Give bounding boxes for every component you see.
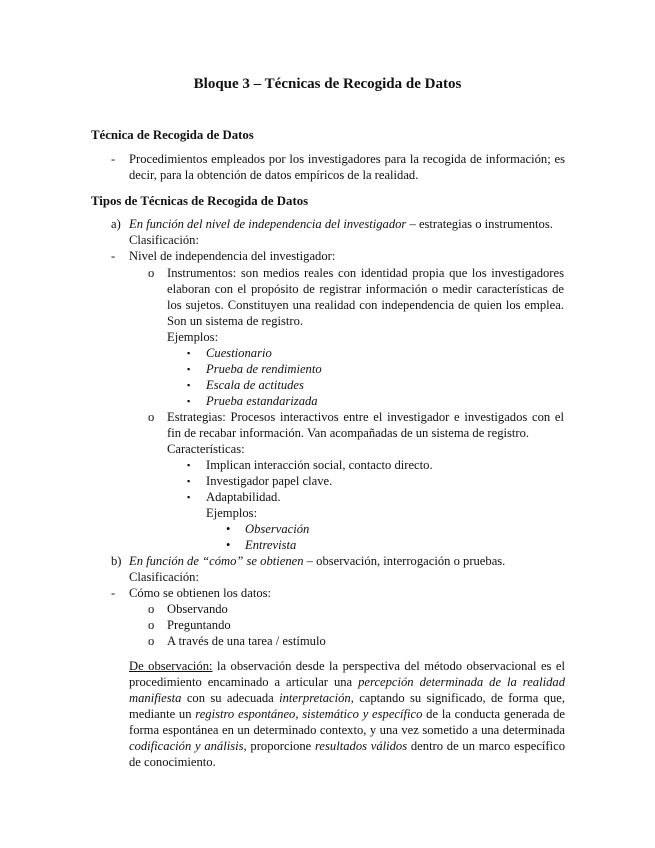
feature-item: Adaptabilidad.: [206, 490, 281, 504]
paragraph-italic: interpretación: [279, 691, 351, 705]
item-a-rest: – estrategias o instrumentos.: [406, 217, 553, 231]
paragraph-italic: codificación y análisis: [129, 739, 244, 753]
item-b-heading: [129, 553, 505, 569]
page-title: Bloque 3 – Técnicas de Recogida de Datos: [193, 76, 462, 92]
square-bullet: ▪: [187, 476, 191, 486]
method-item: Observando: [167, 602, 228, 616]
square-bullet: ▪: [187, 396, 191, 406]
paragraph-italic: registro espontáneo, sistemático y específico: [195, 707, 423, 721]
example-item: Entrevista: [245, 538, 297, 552]
square-bullet: ▪: [187, 380, 191, 390]
ejemplos-label: Ejemplos:: [206, 506, 258, 520]
section-heading-tecnica: Técnica de Recogida de Datos: [91, 128, 254, 142]
dot-bullet: •: [226, 538, 231, 552]
circle-bullet: o: [148, 410, 155, 424]
estrategias-text: Estrategias: Procesos interactivos entre el investigador e investigados con el fin de recabar información. Van acompañadas de un sistema de registro.: [167, 410, 564, 440]
observacion-label: De observación:: [129, 659, 213, 673]
section-heading-tipos: Tipos de Técnicas de Recogida de Datos: [91, 194, 309, 208]
example-item: Prueba estandarizada: [206, 394, 318, 408]
como-se-obtienen-text: Cómo se obtienen los datos:: [129, 586, 272, 600]
feature-item: Investigador papel clave.: [206, 474, 333, 488]
square-bullet: ▪: [187, 492, 191, 502]
instrumentos-text: Instrumentos: son medios reales con identidad propia que los investigadores elaboran con el propósito de registrar información o medir características de los sujetos. Constituyen una realidad con independencia de quien los emplea. Son un sistema de registro.: [167, 266, 564, 328]
ejemplos-label: Ejemplos:: [167, 330, 219, 344]
example-item: Prueba de rendimiento: [206, 362, 322, 376]
definition-text: Procedimientos empleados por los investigadores para la recogida de información; es decir, para la obtención de datos empíricos de la realidad.: [129, 152, 565, 182]
square-bullet: ▪: [187, 348, 191, 358]
paragraph-italic: resultados válidos: [315, 739, 408, 753]
list-marker-b: b): [111, 554, 122, 568]
caracteristicas-label: Características:: [167, 442, 245, 456]
paragraph-text: , proporcione: [243, 739, 315, 753]
dash-bullet: -: [111, 249, 116, 263]
item-a-clasificacion: Clasificación:: [129, 233, 199, 247]
paragraph-text: la observación desde la perspectiva del método observacional es el procedimiento encaminado a articular una: [129, 659, 565, 689]
paragraph-italic: percepción determinada de la realidad manifiesta: [129, 675, 565, 705]
circle-bullet: o: [148, 602, 155, 616]
dash-bullet: -: [111, 586, 116, 600]
square-bullet: ▪: [187, 460, 191, 470]
paragraph-text: , captando su significado, de forma que, mediante un: [129, 691, 565, 721]
circle-bullet: o: [148, 618, 155, 632]
paragraph-text: dentro de un marco específico de conocimiento.: [129, 739, 566, 769]
example-item: Observación: [245, 522, 310, 536]
list-marker-a: a): [111, 217, 121, 231]
paragraph-text: con su adecuada: [181, 691, 280, 705]
method-item: A través de una tarea / estímulo: [167, 634, 326, 648]
observacion-paragraph: [129, 658, 565, 770]
feature-item: Implican interacción social, contacto directo.: [206, 458, 433, 472]
circle-bullet: o: [148, 266, 155, 280]
method-item: Preguntando: [167, 618, 231, 632]
item-b-clasificacion: Clasificación:: [129, 570, 199, 584]
dot-bullet: •: [226, 522, 231, 536]
item-a-heading: [129, 216, 553, 232]
example-item: Escala de actitudes: [206, 378, 304, 392]
item-a-italic: En función del nivel de independencia del investigador: [129, 217, 407, 231]
nivel-independencia-text: Nivel de independencia del investigador:: [129, 249, 336, 263]
item-b-rest: – observación, interrogación o pruebas.: [303, 554, 506, 568]
square-bullet: ▪: [187, 364, 191, 374]
example-item: Cuestionario: [206, 346, 272, 360]
circle-bullet: o: [148, 634, 155, 648]
item-b-italic: En función de “cómo” se obtienen: [129, 554, 304, 568]
paragraph-text: de la conducta generada de forma espontánea en un determinado contexto, y una vez sometido a una determinada: [129, 707, 565, 737]
dash-bullet: -: [111, 152, 116, 166]
